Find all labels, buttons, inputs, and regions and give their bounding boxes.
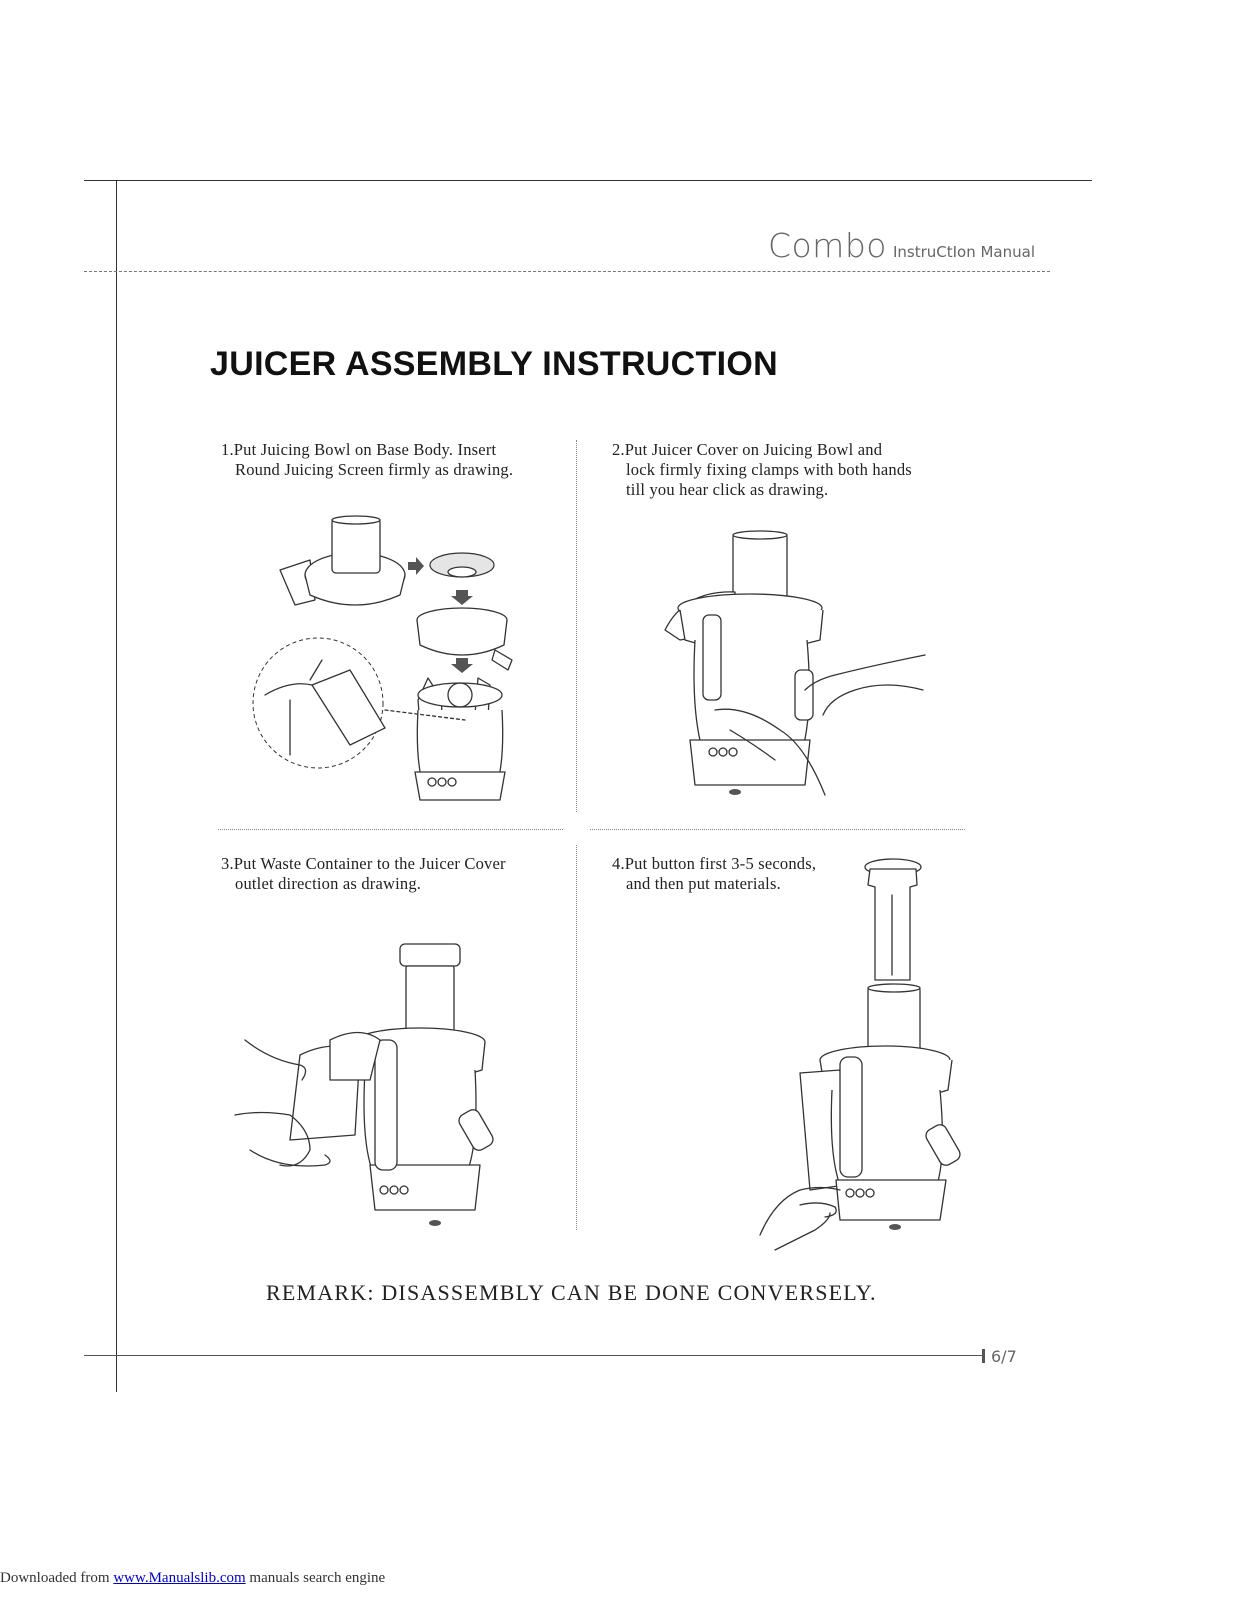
header-dashed-divider xyxy=(84,271,1050,272)
step-1-illustration xyxy=(250,510,550,810)
horizontal-divider-right xyxy=(590,829,965,830)
step-1-text xyxy=(221,440,513,480)
step-4-illustration xyxy=(740,855,970,1255)
step-1-line-2: Round Juicing Screen firmly as drawing. xyxy=(235,460,514,479)
step-2-line-2: lock firmly fixing clamps with both hands xyxy=(626,460,912,479)
brand-name: Combo xyxy=(767,226,887,265)
step-2-line-1: 2.Put Juicer Cover on Juicing Bowl and xyxy=(612,440,883,459)
vertical-divider-top xyxy=(576,440,577,812)
top-rule xyxy=(84,180,1092,181)
remark-text: REMARK: DISASSEMBLY CAN BE DONE CONVERSELY. xyxy=(266,1280,877,1305)
horizontal-divider-left xyxy=(218,829,563,830)
page-number: 6/7 xyxy=(991,1347,1017,1366)
step-3-line-2: outlet direction as drawing. xyxy=(235,874,422,893)
step-3-illustration xyxy=(230,940,510,1230)
step-4-line-1: 4.Put button first 3-5 seconds, xyxy=(612,854,817,873)
left-rule xyxy=(116,180,117,1392)
manualslib-link[interactable]: www.Manualslib.com xyxy=(113,1570,246,1586)
page-number-bar xyxy=(982,1349,985,1363)
step-3-line-1: 3.Put Waste Container to the Juicer Cover xyxy=(221,854,506,873)
footer-suffix: manuals search engine xyxy=(245,1570,386,1586)
vertical-divider-bottom xyxy=(576,845,577,1230)
bottom-rule xyxy=(84,1355,984,1356)
download-footer xyxy=(0,1570,385,1587)
step-2-illustration xyxy=(655,530,935,805)
step-2-text xyxy=(612,440,912,500)
step-1-line-1: 1.Put Juicing Bowl on Base Body. Insert xyxy=(221,440,497,459)
step-2-line-3: till you hear click as drawing. xyxy=(626,480,829,499)
manual-subtitle: InstruCtIon Manual xyxy=(892,243,1035,261)
footer-prefix: Downloaded from xyxy=(0,1570,114,1586)
step-4-line-2: and then put materials. xyxy=(626,874,781,893)
running-header xyxy=(768,226,1035,265)
step-3-text xyxy=(221,854,506,894)
page-title: JUICER ASSEMBLY INSTRUCTION xyxy=(210,345,778,383)
